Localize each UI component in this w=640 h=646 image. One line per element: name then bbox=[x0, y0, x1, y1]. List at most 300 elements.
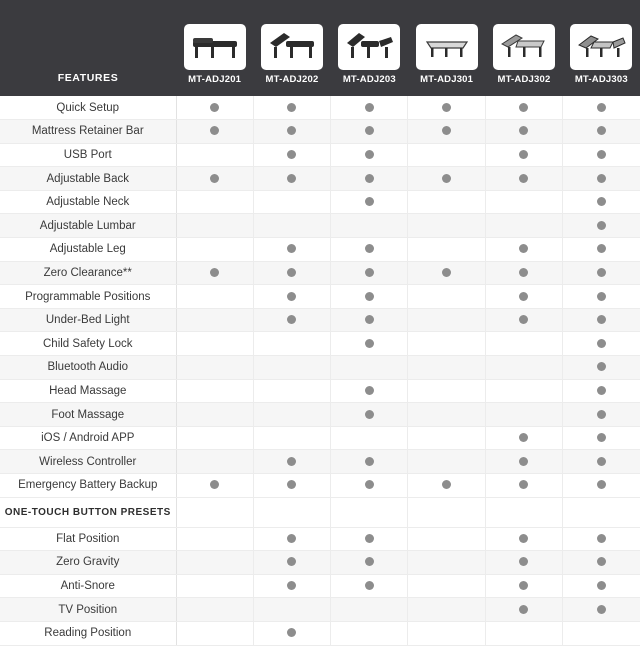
feature-included-dot bbox=[365, 557, 374, 566]
feature-cell bbox=[408, 574, 485, 598]
table-row bbox=[0, 308, 640, 332]
table-row bbox=[0, 167, 640, 191]
feature-included-dot bbox=[519, 103, 528, 112]
feature-label: iOS / Android APP bbox=[0, 426, 176, 450]
product-column-mt-adj201 bbox=[176, 0, 253, 96]
feature-cell bbox=[331, 474, 408, 498]
feature-cell bbox=[408, 474, 485, 498]
feature-absent-cell bbox=[365, 221, 374, 230]
feature-absent-cell bbox=[442, 605, 451, 614]
table-row bbox=[0, 621, 640, 645]
feature-cell bbox=[485, 190, 562, 214]
feature-cell bbox=[331, 96, 408, 120]
table-row bbox=[0, 356, 640, 380]
bed-frame-flat-icon bbox=[416, 24, 478, 70]
feature-absent-cell bbox=[210, 221, 219, 230]
feature-label: USB Port bbox=[0, 143, 176, 167]
feature-cell bbox=[331, 426, 408, 450]
table-row bbox=[0, 120, 640, 144]
feature-absent-cell bbox=[210, 433, 219, 442]
table-row bbox=[0, 96, 640, 120]
product-name: MT-ADJ202 bbox=[265, 74, 319, 85]
feature-cell bbox=[176, 190, 253, 214]
feature-absent-cell bbox=[519, 410, 528, 419]
feature-included-dot bbox=[597, 480, 606, 489]
feature-cell bbox=[331, 332, 408, 356]
feature-cell bbox=[563, 403, 640, 427]
feature-included-dot bbox=[287, 534, 296, 543]
feature-cell bbox=[253, 214, 330, 238]
feature-included-dot bbox=[365, 197, 374, 206]
feature-cell bbox=[331, 551, 408, 575]
feature-absent-cell bbox=[365, 362, 374, 371]
feature-cell bbox=[176, 426, 253, 450]
feature-cell bbox=[331, 285, 408, 309]
feature-cell bbox=[563, 574, 640, 598]
feature-absent-cell bbox=[519, 362, 528, 371]
feature-included-dot bbox=[597, 386, 606, 395]
feature-included-dot bbox=[597, 268, 606, 277]
feature-label: Head Massage bbox=[0, 379, 176, 403]
feature-included-dot bbox=[365, 457, 374, 466]
feature-included-dot bbox=[287, 174, 296, 183]
feature-included-dot bbox=[597, 605, 606, 614]
feature-cell bbox=[253, 120, 330, 144]
feature-included-dot bbox=[519, 457, 528, 466]
feature-included-dot bbox=[287, 103, 296, 112]
feature-included-dot bbox=[519, 126, 528, 135]
feature-included-dot bbox=[597, 244, 606, 253]
feature-cell bbox=[331, 379, 408, 403]
section-blank-cell bbox=[485, 497, 562, 527]
feature-cell bbox=[176, 285, 253, 309]
feature-cell bbox=[331, 598, 408, 622]
feature-cell bbox=[563, 120, 640, 144]
product-name: MT-ADJ303 bbox=[574, 74, 628, 85]
feature-cell bbox=[563, 214, 640, 238]
feature-cell bbox=[563, 332, 640, 356]
feature-included-dot bbox=[210, 174, 219, 183]
bed-head-foot-up-icon bbox=[338, 24, 400, 70]
feature-cell bbox=[331, 450, 408, 474]
feature-included-dot bbox=[597, 103, 606, 112]
feature-included-dot bbox=[365, 480, 374, 489]
feature-absent-cell bbox=[210, 150, 219, 159]
feature-absent-cell bbox=[519, 339, 528, 348]
feature-absent-cell bbox=[519, 221, 528, 230]
feature-cell bbox=[253, 574, 330, 598]
feature-included-dot bbox=[442, 174, 451, 183]
feature-cell bbox=[331, 167, 408, 191]
feature-cell bbox=[408, 143, 485, 167]
feature-cell bbox=[331, 527, 408, 551]
feature-cell bbox=[563, 450, 640, 474]
feature-cell bbox=[253, 190, 330, 214]
feature-cell bbox=[408, 527, 485, 551]
product-column-mt-adj303 bbox=[563, 0, 640, 96]
feature-cell bbox=[563, 527, 640, 551]
feature-absent-cell bbox=[442, 197, 451, 206]
table-row bbox=[0, 238, 640, 262]
feature-absent-cell bbox=[287, 221, 296, 230]
feature-included-dot bbox=[365, 244, 374, 253]
feature-cell bbox=[563, 238, 640, 262]
feature-cell bbox=[485, 332, 562, 356]
table-row bbox=[0, 285, 640, 309]
table-row bbox=[0, 450, 640, 474]
feature-label: Quick Setup bbox=[0, 96, 176, 120]
feature-cell bbox=[331, 574, 408, 598]
feature-label: Zero Clearance** bbox=[0, 261, 176, 285]
header-row bbox=[0, 0, 640, 96]
feature-cell bbox=[563, 308, 640, 332]
feature-cell bbox=[408, 261, 485, 285]
feature-cell bbox=[331, 120, 408, 144]
feature-absent-cell bbox=[210, 605, 219, 614]
feature-cell bbox=[331, 214, 408, 238]
feature-cell bbox=[253, 379, 330, 403]
feature-included-dot bbox=[365, 268, 374, 277]
feature-cell bbox=[253, 527, 330, 551]
feature-label: TV Position bbox=[0, 598, 176, 622]
feature-included-dot bbox=[210, 480, 219, 489]
feature-cell bbox=[485, 474, 562, 498]
feature-cell bbox=[176, 308, 253, 332]
feature-absent-cell bbox=[442, 386, 451, 395]
feature-included-dot bbox=[597, 197, 606, 206]
feature-absent-cell bbox=[365, 433, 374, 442]
table-body bbox=[0, 96, 640, 645]
feature-absent-cell bbox=[442, 315, 451, 324]
feature-cell bbox=[563, 379, 640, 403]
feature-label: Adjustable Neck bbox=[0, 190, 176, 214]
feature-absent-cell bbox=[442, 433, 451, 442]
feature-cell bbox=[253, 261, 330, 285]
feature-included-dot bbox=[365, 174, 374, 183]
table-row bbox=[0, 332, 640, 356]
feature-included-dot bbox=[597, 362, 606, 371]
feature-absent-cell bbox=[287, 433, 296, 442]
feature-included-dot bbox=[365, 386, 374, 395]
feature-absent-cell bbox=[210, 457, 219, 466]
feature-included-dot bbox=[597, 221, 606, 230]
feature-label: Wireless Controller bbox=[0, 450, 176, 474]
feature-cell bbox=[253, 308, 330, 332]
feature-included-dot bbox=[519, 268, 528, 277]
table-row bbox=[0, 261, 640, 285]
feature-cell bbox=[176, 143, 253, 167]
feature-cell bbox=[253, 167, 330, 191]
feature-included-dot bbox=[519, 433, 528, 442]
feature-included-dot bbox=[597, 174, 606, 183]
feature-included-dot bbox=[365, 534, 374, 543]
section-blank-cell bbox=[408, 497, 485, 527]
feature-included-dot bbox=[597, 557, 606, 566]
feature-absent-cell bbox=[287, 605, 296, 614]
feature-cell bbox=[485, 598, 562, 622]
feature-cell bbox=[408, 621, 485, 645]
feature-absent-cell bbox=[210, 362, 219, 371]
feature-included-dot bbox=[519, 150, 528, 159]
feature-absent-cell bbox=[287, 197, 296, 206]
feature-absent-cell bbox=[365, 628, 374, 637]
section-blank-cell bbox=[563, 497, 640, 527]
feature-cell bbox=[408, 450, 485, 474]
feature-included-dot bbox=[519, 557, 528, 566]
feature-label: Child Safety Lock bbox=[0, 332, 176, 356]
feature-absent-cell bbox=[519, 628, 528, 637]
feature-cell bbox=[485, 285, 562, 309]
feature-absent-cell bbox=[442, 244, 451, 253]
feature-absent-cell bbox=[210, 534, 219, 543]
feature-cell bbox=[563, 143, 640, 167]
feature-cell bbox=[253, 356, 330, 380]
feature-included-dot bbox=[597, 410, 606, 419]
feature-cell bbox=[331, 621, 408, 645]
feature-included-dot bbox=[365, 126, 374, 135]
feature-cell bbox=[176, 332, 253, 356]
feature-cell bbox=[485, 621, 562, 645]
table-row bbox=[0, 214, 640, 238]
feature-included-dot bbox=[519, 581, 528, 590]
feature-absent-cell bbox=[442, 362, 451, 371]
bed-flat-icon bbox=[184, 24, 246, 70]
feature-included-dot bbox=[210, 268, 219, 277]
feature-label: Adjustable Leg bbox=[0, 238, 176, 262]
feature-absent-cell bbox=[442, 221, 451, 230]
table-section-row bbox=[0, 497, 640, 527]
feature-included-dot bbox=[519, 244, 528, 253]
feature-label: Foot Massage bbox=[0, 403, 176, 427]
feature-absent-cell bbox=[442, 292, 451, 301]
feature-cell bbox=[331, 238, 408, 262]
feature-absent-cell bbox=[442, 457, 451, 466]
feature-cell bbox=[253, 551, 330, 575]
feature-cell bbox=[408, 167, 485, 191]
feature-cell bbox=[485, 214, 562, 238]
feature-cell bbox=[176, 167, 253, 191]
product-column-mt-adj301 bbox=[408, 0, 485, 96]
feature-label: Under-Bed Light bbox=[0, 308, 176, 332]
feature-included-dot bbox=[287, 292, 296, 301]
table-row bbox=[0, 598, 640, 622]
feature-included-dot bbox=[597, 581, 606, 590]
feature-absent-cell bbox=[597, 628, 606, 637]
table-row bbox=[0, 551, 640, 575]
table-row bbox=[0, 190, 640, 214]
feature-absent-cell bbox=[210, 410, 219, 419]
feature-absent-cell bbox=[210, 386, 219, 395]
feature-included-dot bbox=[365, 103, 374, 112]
feature-included-dot bbox=[442, 126, 451, 135]
feature-absent-cell bbox=[442, 534, 451, 543]
feature-cell bbox=[176, 238, 253, 262]
product-column-mt-adj202 bbox=[253, 0, 330, 96]
feature-cell bbox=[408, 238, 485, 262]
feature-label: Mattress Retainer Bar bbox=[0, 120, 176, 144]
feature-cell bbox=[408, 96, 485, 120]
bed-frame-incline-icon bbox=[570, 24, 632, 70]
feature-included-dot bbox=[365, 581, 374, 590]
feature-absent-cell bbox=[442, 339, 451, 348]
table-header bbox=[0, 0, 640, 96]
feature-included-dot bbox=[365, 315, 374, 324]
feature-cell bbox=[253, 96, 330, 120]
feature-cell bbox=[408, 214, 485, 238]
bed-head-up-icon bbox=[261, 24, 323, 70]
feature-absent-cell bbox=[287, 386, 296, 395]
feature-cell bbox=[176, 120, 253, 144]
feature-absent-cell bbox=[210, 339, 219, 348]
feature-absent-cell bbox=[287, 339, 296, 348]
feature-cell bbox=[408, 308, 485, 332]
feature-cell bbox=[563, 598, 640, 622]
feature-cell bbox=[408, 120, 485, 144]
feature-included-dot bbox=[287, 628, 296, 637]
table-row bbox=[0, 574, 640, 598]
feature-cell bbox=[485, 143, 562, 167]
section-blank-cell bbox=[253, 497, 330, 527]
feature-cell bbox=[176, 379, 253, 403]
table-row bbox=[0, 379, 640, 403]
feature-included-dot bbox=[597, 433, 606, 442]
feature-included-dot bbox=[597, 315, 606, 324]
feature-label: Reading Position bbox=[0, 621, 176, 645]
feature-absent-cell bbox=[442, 150, 451, 159]
feature-included-dot bbox=[365, 410, 374, 419]
feature-cell bbox=[485, 261, 562, 285]
feature-included-dot bbox=[442, 268, 451, 277]
table-row bbox=[0, 143, 640, 167]
product-name: MT-ADJ301 bbox=[420, 74, 474, 85]
product-name: MT-ADJ302 bbox=[497, 74, 551, 85]
feature-cell bbox=[331, 356, 408, 380]
feature-cell bbox=[485, 450, 562, 474]
feature-cell bbox=[253, 426, 330, 450]
feature-included-dot bbox=[287, 244, 296, 253]
feature-cell bbox=[253, 598, 330, 622]
feature-cell bbox=[331, 308, 408, 332]
section-label: ONE-TOUCH BUTTON PRESETS bbox=[0, 497, 176, 527]
table-row bbox=[0, 474, 640, 498]
feature-included-dot bbox=[597, 150, 606, 159]
feature-label: Anti-Snore bbox=[0, 574, 176, 598]
feature-cell bbox=[176, 598, 253, 622]
feature-absent-cell bbox=[519, 197, 528, 206]
feature-included-dot bbox=[287, 268, 296, 277]
table-row bbox=[0, 527, 640, 551]
feature-absent-cell bbox=[365, 605, 374, 614]
feature-absent-cell bbox=[210, 197, 219, 206]
feature-cell bbox=[176, 214, 253, 238]
feature-included-dot bbox=[519, 174, 528, 183]
feature-cell bbox=[563, 356, 640, 380]
feature-included-dot bbox=[287, 126, 296, 135]
product-name: MT-ADJ203 bbox=[342, 74, 396, 85]
feature-cell bbox=[331, 143, 408, 167]
feature-absent-cell bbox=[210, 244, 219, 253]
table-row bbox=[0, 426, 640, 450]
feature-included-dot bbox=[597, 457, 606, 466]
feature-absent-cell bbox=[210, 292, 219, 301]
feature-included-dot bbox=[210, 126, 219, 135]
bed-frame-head-up-icon bbox=[493, 24, 555, 70]
product-column-mt-adj203 bbox=[331, 0, 408, 96]
feature-included-dot bbox=[597, 339, 606, 348]
feature-absent-cell bbox=[519, 386, 528, 395]
feature-absent-cell bbox=[287, 410, 296, 419]
feature-cell bbox=[331, 403, 408, 427]
product-column-mt-adj302 bbox=[485, 0, 562, 96]
feature-cell bbox=[408, 356, 485, 380]
feature-label: Adjustable Lumbar bbox=[0, 214, 176, 238]
feature-cell bbox=[485, 167, 562, 191]
feature-cell bbox=[176, 621, 253, 645]
feature-cell bbox=[176, 474, 253, 498]
feature-included-dot bbox=[519, 605, 528, 614]
feature-included-dot bbox=[519, 480, 528, 489]
feature-cell bbox=[485, 574, 562, 598]
feature-cell bbox=[485, 527, 562, 551]
feature-cell bbox=[176, 96, 253, 120]
feature-cell bbox=[253, 450, 330, 474]
feature-included-dot bbox=[210, 103, 219, 112]
feature-absent-cell bbox=[442, 628, 451, 637]
feature-cell bbox=[485, 426, 562, 450]
feature-cell bbox=[563, 261, 640, 285]
feature-cell bbox=[563, 426, 640, 450]
feature-cell bbox=[485, 551, 562, 575]
feature-cell bbox=[253, 143, 330, 167]
feature-cell bbox=[485, 120, 562, 144]
feature-absent-cell bbox=[210, 315, 219, 324]
feature-included-dot bbox=[287, 457, 296, 466]
feature-cell bbox=[176, 356, 253, 380]
feature-included-dot bbox=[442, 480, 451, 489]
section-blank-cell bbox=[331, 497, 408, 527]
feature-cell bbox=[408, 403, 485, 427]
feature-cell bbox=[176, 527, 253, 551]
feature-absent-cell bbox=[442, 557, 451, 566]
feature-label: Zero Gravity bbox=[0, 551, 176, 575]
feature-label: Bluetooth Audio bbox=[0, 356, 176, 380]
feature-cell bbox=[253, 621, 330, 645]
feature-cell bbox=[253, 332, 330, 356]
feature-absent-cell bbox=[442, 581, 451, 590]
feature-included-dot bbox=[365, 339, 374, 348]
feature-cell bbox=[563, 190, 640, 214]
feature-cell bbox=[563, 167, 640, 191]
feature-cell bbox=[485, 379, 562, 403]
feature-cell bbox=[485, 403, 562, 427]
feature-cell bbox=[331, 261, 408, 285]
feature-cell bbox=[485, 238, 562, 262]
feature-included-dot bbox=[519, 534, 528, 543]
feature-included-dot bbox=[597, 292, 606, 301]
feature-label: Flat Position bbox=[0, 527, 176, 551]
feature-label: Emergency Battery Backup bbox=[0, 474, 176, 498]
feature-cell bbox=[408, 379, 485, 403]
feature-included-dot bbox=[597, 534, 606, 543]
feature-included-dot bbox=[287, 557, 296, 566]
feature-included-dot bbox=[287, 480, 296, 489]
feature-cell bbox=[253, 403, 330, 427]
feature-cell bbox=[563, 621, 640, 645]
feature-cell bbox=[485, 356, 562, 380]
feature-included-dot bbox=[442, 103, 451, 112]
feature-included-dot bbox=[597, 126, 606, 135]
feature-cell bbox=[563, 474, 640, 498]
